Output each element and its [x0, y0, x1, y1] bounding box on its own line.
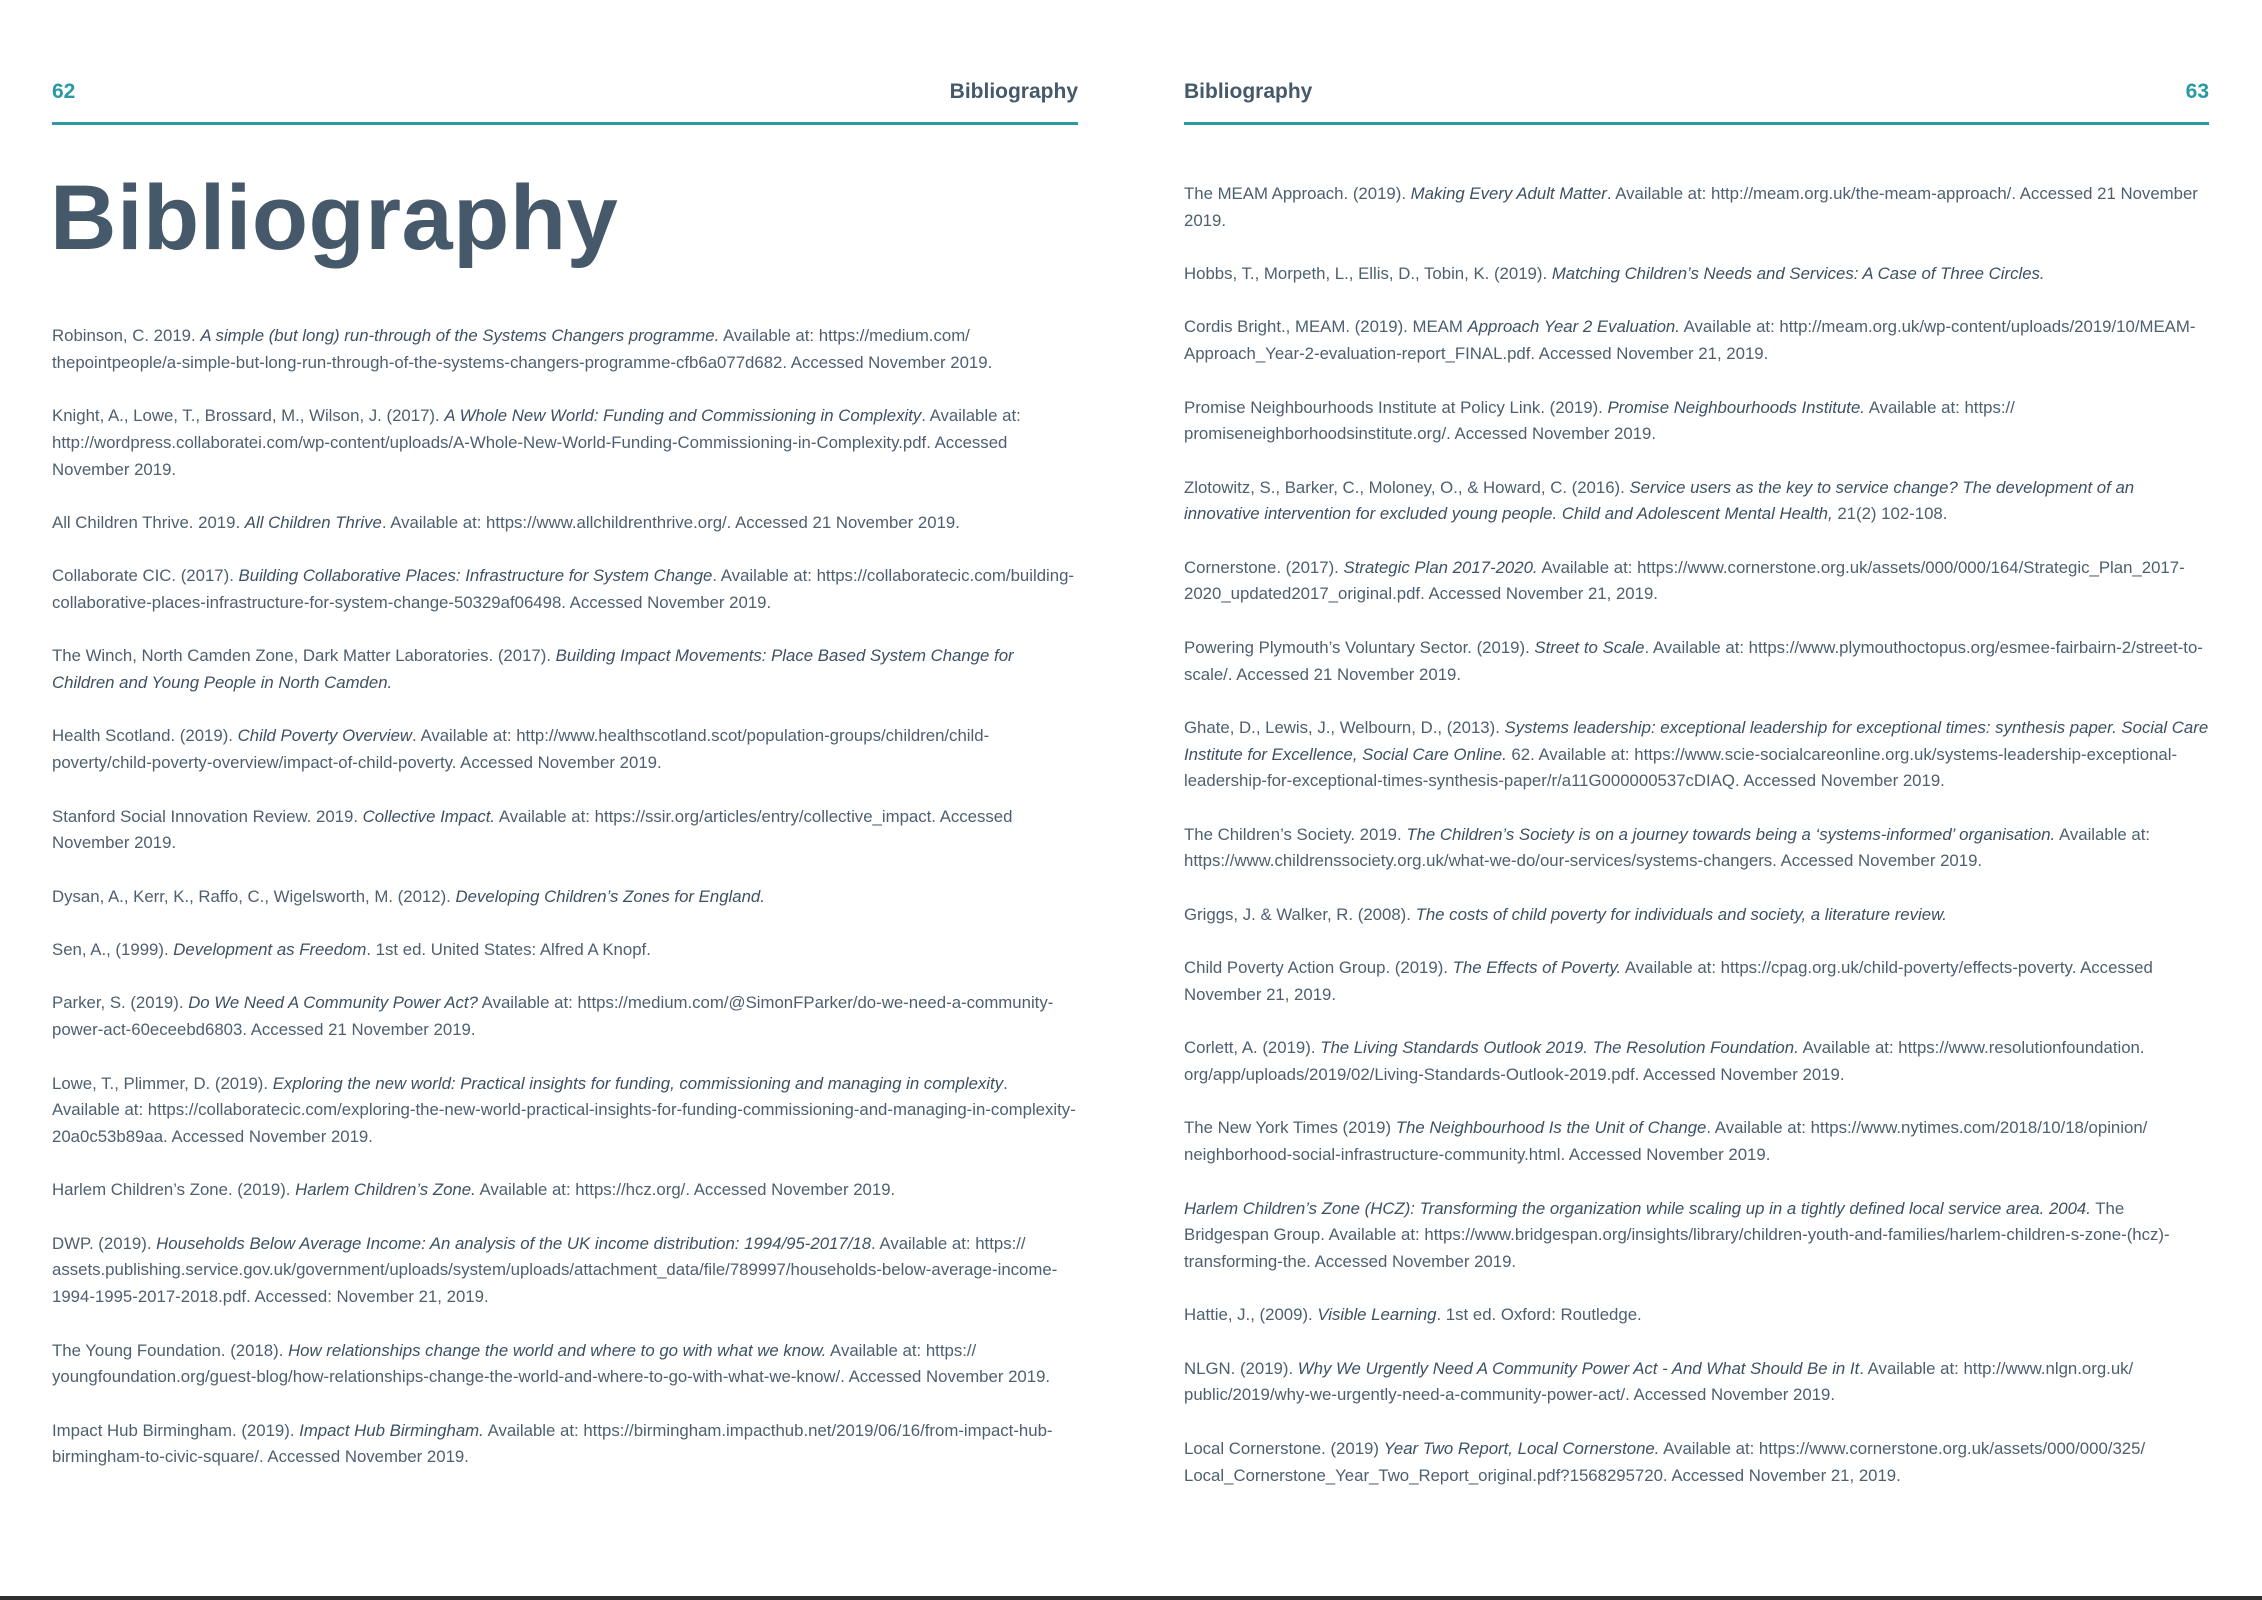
reference-title: The costs of child poverty for individuals and society, a literature review. [1415, 904, 1947, 924]
reference-pre: The Winch, North Camden Zone, Dark Matter Laboratories. (2017). [52, 646, 556, 666]
reference-title: Service users as the key to service change? The development of an innovative intervention for excluded young people. Child and Adolescent Mental Health, [1184, 477, 2135, 524]
reference-title: Street to Scale [1534, 637, 1645, 657]
reference-pre: Parker, S. (2019). [52, 993, 189, 1013]
reference-post: Available at: https://www.childrenssociety.org.uk/what-we-do/our-services/systems-changers. Accessed November 2019. [1184, 824, 2151, 871]
reference-post: . Available at: https://collaboratecic.com/​building-collaborative-places-infrastructure-for-system-change-50329af06498. Accessed November 2019. [52, 566, 1075, 612]
reference-post: . Available at: http://wordpress.collaboratei.com/wp-content/uploads/A-Whole-New-World-Funding-Commissioning-in-Complexity.pdf. Accessed November 2019. [52, 406, 1021, 479]
reference-title: Year Two Report, Local Cornerstone. [1383, 1438, 1660, 1458]
reference-entry [1184, 635, 2209, 688]
reference-title: A Whole New World: Funding and Commissioning in Complexity [444, 406, 922, 426]
reference-post: Available at: https://www.cornerstone.org.uk/assets/000/000/164/Strategic_​Plan_2017-2020_updated2017_original.pdf. Accessed November 21, 2019. [1184, 557, 2185, 604]
reference-pre: Cornerstone. (2017). [1184, 557, 1344, 577]
reference-post: Available at: https://​promiseneighborhoodsinstitute.org/. Accessed November 2019. [1184, 397, 2015, 444]
reference-entry [52, 884, 1078, 911]
reference-entry [1184, 1035, 2209, 1088]
reference-pre: Corlett, A. (2019). [1184, 1038, 1321, 1058]
reference-pre: Powering Plymouth’s Voluntary Sector. (2019). [1184, 637, 1535, 657]
reference-post: 62. Available at: https://www.scie-socialcareonline.org.uk/systems-leadership-​exceptional-leadership-for-exceptional-times-synthesis-paper/r/a11G000000537cDIAQ. Accessed November 2019. [1184, 744, 2178, 791]
reference-title: Harlem Children’s Zone (HCZ): Transforming the organization while scaling up in a tightly defined local service area. 2004. [1184, 1198, 2091, 1218]
reference-entry [52, 510, 1078, 537]
reference-entry [52, 990, 1078, 1043]
reference-entry [1184, 261, 2209, 288]
reference-entry [1184, 314, 2209, 367]
reference-entry [52, 1418, 1078, 1471]
reference-title: Approach Year 2 Evaluation. [1467, 317, 1680, 337]
reference-title: Collective Impact. [362, 806, 496, 826]
reference-post: Available at: https://hcz.org/. Accessed November 2019. [475, 1180, 896, 1200]
page-number-right: 63 [2185, 80, 2209, 103]
reference-post: Available at: https://cpag.org.uk/child-poverty/effects-poverty. Accessed November 21, 2019. [1184, 958, 2153, 1004]
reference-pre: Knight, A., Lowe, T., Brossard, M., Wilson, J. (2017). [52, 406, 445, 426]
reference-title: Building Collaborative Places: Infrastructure for System Change [238, 566, 713, 586]
reference-post: . Available at: https://collaboratecic.com/exploring-the-new-world-practical-insights-for-funding-commissioning-and-managing-in-​complexity-20a0c53b89aa. Accessed November 2019. [52, 1073, 1076, 1146]
reference-post: . Available at: http://meam.org.uk/the-meam-approach/. Accessed 21 November 2019. [1184, 184, 2198, 230]
reference-title: Exploring the new world: Practical insights for funding, commissioning and managing in complexity [272, 1073, 1004, 1093]
reference-title: Development as Freedom [173, 940, 367, 960]
reference-title: How relationships change the world and where to go with what we know. [288, 1340, 827, 1360]
reference-post: Available at: https://medium.com/@SimonFParker/do-we-need-a-​community-power-act-60eceebd6803. Accessed 21 November 2019. [52, 993, 1054, 1040]
reference-entry [52, 937, 1078, 964]
reference-title: Harlem Children’s Zone. [295, 1180, 476, 1200]
reference-entry [1184, 715, 2209, 795]
reference-entry [52, 563, 1078, 616]
bottom-rule [0, 1596, 2262, 1600]
reference-post: 21(2) 102-108. [1832, 504, 1948, 524]
right-running-header [1184, 80, 2209, 125]
left-page [52, 0, 1078, 1600]
reference-post: Available at: https://birmingham.impacthub.net/2019/06/16/from-impact-​hub-birmingham-to-civic-square/. Accessed November 2019. [52, 1420, 1053, 1467]
reference-post: . Available at: https://www.allchildrenthrive.org/. Accessed 21 November 2019. [381, 512, 960, 532]
reference-post: Available at: https://www.resolutionfoundation.​org/app/uploads/2019/02/Living-Standards-Outlook-2019.pdf. Accessed November 2019. [1184, 1038, 2145, 1085]
reference-pre: Collaborate CIC. (2017). [52, 566, 239, 586]
reference-title: The Neighbourhood Is the Unit of Change [1395, 1118, 1707, 1138]
reference-post: Available at: https://www.cornerstone.org.uk/assets/000/000/325/​Local_Cornerstone_Year_Two_Report_original.pdf?1568295720. Accessed November 21, 2019. [1184, 1438, 2146, 1485]
reference-pre: Robinson, C. 2019. [52, 326, 201, 345]
reference-title: A simple (but long) run-through of the Systems Changers programme. [200, 326, 720, 345]
reference-post: Available at: https://medium.com/​thepointpeople/a-simple-but-long-run-through-of-the-systems-changers-programme-cfb6a077d682. Accessed November 2019. [52, 326, 993, 372]
reference-title: Strategic Plan 2017-2020. [1343, 557, 1538, 577]
reference-pre: Cordis Bright., MEAM. (2019). MEAM [1184, 317, 1468, 337]
reference-title: Households Below Average Income: An analysis of the UK income distribution: 1994/95-2017/18 [156, 1233, 872, 1253]
reference-entry [52, 1338, 1078, 1391]
reference-post: . Available at: https://www.plymouthoctopus.org/esmee-fairbairn-2/​street-to-scale/. Accessed 21 November 2019. [1184, 637, 2203, 684]
reference-entry [52, 403, 1078, 483]
reference-title: Impact Hub Birmingham. [299, 1420, 484, 1440]
reference-pre: Promise Neighbourhoods Institute at Policy Link. (2019). [1184, 397, 1608, 417]
reference-entry [1184, 822, 2209, 875]
reference-title: Developing Children’s Zones for England. [455, 886, 765, 906]
reference-title: Systems leadership: exceptional leadership for exceptional times: synthesis paper. Social Care Institute for Excellence, Social Care Online. [1184, 717, 2209, 764]
reference-post: The Bridgespan Group. Available at: https://www.bridgespan.org/insights/library/children-youth-and-families/harlem-children-s-zone-​(hcz)-transforming-the. Accessed November 2019. [1184, 1198, 2170, 1271]
reference-title: Matching Children’s Needs and Services: A Case of Three Circles. [1551, 264, 2045, 284]
reference-pre: Sen, A., (1999). [52, 940, 174, 960]
running-title-right: Bibliography [1184, 80, 1313, 103]
reference-list-right [1184, 181, 2209, 1516]
reference-entry [1184, 395, 2209, 448]
reference-title: Building Impact Movements: Place Based System Change for Children and Young People in North Camden. [52, 646, 1014, 693]
reference-pre: Zlotowitz, S., Barker, C., Moloney, O., & Howard, C. (2016). [1184, 477, 1630, 497]
reference-pre: Child Poverty Action Group. (2019). [1184, 958, 1453, 978]
reference-entry [1184, 1115, 2209, 1168]
reference-entry [1184, 1302, 2209, 1329]
reference-pre: Harlem Children’s Zone. (2019). [52, 1180, 296, 1200]
reference-pre: Hattie, J., (2009). [1184, 1305, 1318, 1325]
reference-pre: Lowe, T., Plimmer, D. (2019). [52, 1073, 273, 1093]
reference-list-left [52, 323, 1078, 1498]
reference-pre: The New York Times (2019) [1184, 1118, 1396, 1138]
reference-title: The Effects of Poverty. [1452, 958, 1622, 978]
reference-entry [52, 323, 1078, 376]
reference-post: . Available at: http://www.nlgn.org.uk/​public/2019/why-we-urgently-need-a-community-power-act/. Accessed November 2019. [1184, 1358, 2134, 1405]
reference-pre: Dysan, A., Kerr, K., Raffo, C., Wigelsworth, M. (2012). [52, 886, 456, 906]
reference-entry [1184, 181, 2209, 234]
reference-title: Visible Learning [1317, 1305, 1437, 1325]
right-page [1184, 0, 2209, 1600]
reference-title: Child Poverty Overview [237, 726, 413, 746]
reference-title: The Children’s Society is on a journey towards being a ‘systems-informed’ organisation. [1406, 824, 2056, 844]
reference-entry [1184, 1196, 2209, 1276]
reference-title: Do We Need A Community Power Act? [188, 993, 478, 1013]
reference-post: . 1st ed. Oxford: Routledge. [1436, 1305, 1642, 1325]
reference-pre: Hobbs, T., Morpeth, L., Ellis, D., Tobin, K. (2019). [1184, 264, 1552, 284]
reference-pre: The Young Foundation. (2018). [52, 1340, 289, 1360]
reference-entry [1184, 1356, 2209, 1409]
left-running-header [52, 80, 1078, 125]
reference-title: All Children Thrive [244, 512, 382, 532]
reference-pre: Stanford Social Innovation Review. 2019. [52, 806, 363, 826]
reference-entry [1184, 555, 2209, 608]
reference-entry [1184, 955, 2209, 1008]
reference-entry [52, 643, 1078, 696]
reference-entry [52, 1231, 1078, 1311]
reference-pre: NLGN. (2019). [1184, 1358, 1298, 1378]
reference-post: Available at: https://​youngfoundation.org/guest-blog/how-relationships-change-the-world-and-where-to-go-with-what-we-know/. Accessed November 2019. [52, 1340, 1051, 1387]
reference-pre: Ghate, D., Lewis, J., Welbourn, D., (2013). [1184, 717, 1505, 737]
reference-title: Promise Neighbourhoods Institute. [1607, 397, 1865, 417]
reference-post: Available at: https://ssir.org/articles/entry/collective_impact. Accessed November 2019. [52, 806, 1013, 853]
reference-post: . Available at: https://​assets.publishing.service.gov.uk/government/uploads/system/uploads/attachment_data/file/789997/households-below-average-​income-1994-1995-2017-2018.pdf. Accessed: November 21, 2019. [52, 1233, 1058, 1307]
reference-entry [1184, 902, 2209, 929]
reference-pre: DWP. (2019). [52, 1233, 157, 1253]
reference-post: . 1st ed. United States: Alfred A Knopf. [366, 940, 651, 960]
page-title: Bibliography [50, 167, 619, 269]
reference-title: The Living Standards Outlook 2019. The Resolution Foundation. [1320, 1038, 1799, 1058]
running-title-left: Bibliography [949, 80, 1078, 103]
page-number-left: 62 [52, 80, 76, 103]
reference-pre: The MEAM Approach. (2019). [1184, 184, 1411, 203]
reference-post: Available at: http://meam.org.uk/wp-content/uploads/2019/10/​MEAM-Approach_Year-2-evaluation-report_FINAL.pdf. Accessed November 21, 2019. [1184, 317, 2196, 364]
reference-entry [1184, 1436, 2209, 1489]
reference-pre: Impact Hub Birmingham. (2019). [52, 1420, 300, 1440]
reference-post: . Available at: https://www.nytimes.com/2018/10/18/opinion/​neighborhood-social-infrastructure-community.html. Accessed November 2019. [1184, 1118, 2148, 1165]
reference-title: Why We Urgently Need A Community Power Act - And What Should Be in It [1297, 1358, 1860, 1378]
reference-entry [52, 1071, 1078, 1151]
reference-title: Making Every Adult Matter [1410, 184, 1607, 203]
reference-pre: Local Cornerstone. (2019) [1184, 1438, 1384, 1458]
reference-entry [52, 804, 1078, 857]
reference-entry [52, 1177, 1078, 1204]
reference-pre: Griggs, J. & Walker, R. (2008). [1184, 904, 1416, 924]
reference-pre: All Children Thrive. 2019. [52, 512, 245, 532]
reference-entry [1184, 475, 2209, 528]
reference-pre: The Children’s Society. 2019. [1184, 824, 1407, 844]
reference-pre: Health Scotland. (2019). [52, 726, 238, 746]
reference-post: . Available at: http://www.healthscotland.scot/population-groups/children/child-​poverty/child-poverty-overview/impact-of-child-poverty. Accessed November 2019. [52, 726, 990, 773]
reference-entry [52, 723, 1078, 776]
